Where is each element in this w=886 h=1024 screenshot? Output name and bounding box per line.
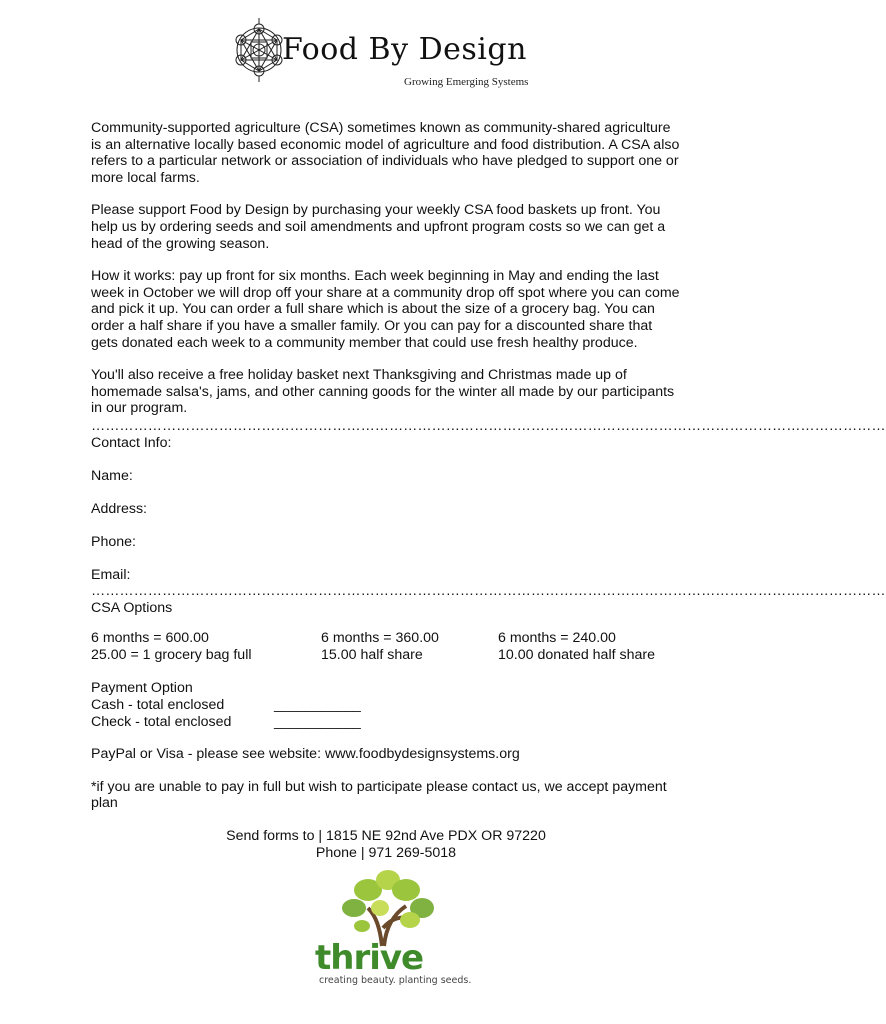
payment-check-row xyxy=(91,714,681,731)
payment-plan-note: *if you are unable to pay in full but wish to participate please contact us, we accept payment plan xyxy=(91,778,667,812)
email-field-label: Email: xyxy=(91,567,131,584)
cash-amount-blank: ___________ xyxy=(274,697,361,714)
option-price: 6 months = 360.00 xyxy=(321,630,439,647)
csa-options xyxy=(91,630,681,664)
name-field-label: Name: xyxy=(91,468,133,484)
divider: …………………………………………………………………………………………………………………………………………………… xyxy=(91,582,886,599)
thrive-tagline: creating beauty. planting seeds. xyxy=(319,975,472,986)
intro-paragraph-4: You'll also receive a free holiday basket next Thanksgiving and Christmas made up of homemade salsa's, jams, and other canning goods for the winter all made by our participants in our program. xyxy=(91,367,675,417)
thrive-logo xyxy=(310,868,470,988)
payment-heading: Payment Option xyxy=(91,680,193,697)
csa-options-heading: CSA Options xyxy=(91,599,173,616)
option-price: 6 months = 240.00 xyxy=(498,630,616,647)
contact-heading: Contact Info: xyxy=(91,434,172,451)
send-address: Send forms to | 1815 NE 92nd Ave PDX OR 97220 xyxy=(226,828,546,845)
csa-option-full xyxy=(91,630,252,663)
address-field-label: Address: xyxy=(91,501,147,518)
brand-tagline: Growing Emerging Systems xyxy=(404,76,529,88)
brand-name: Food By Design xyxy=(282,32,527,67)
header xyxy=(230,14,530,94)
cash-label: Cash - total enclosed xyxy=(91,697,225,714)
thrive-wordmark: thrive xyxy=(315,938,424,978)
metatron-cube-icon xyxy=(230,14,288,86)
tree-icon xyxy=(310,868,470,948)
check-label: Check - total enclosed xyxy=(91,713,232,730)
paypal-note: PayPal or Visa - please see website: www.foodbydesignsystems.org xyxy=(91,746,520,763)
option-price: 6 months = 600.00 xyxy=(91,630,209,647)
send-phone: Phone | 971 269-5018 xyxy=(315,844,457,861)
csa-option-donated xyxy=(498,630,655,663)
payment-cash-row xyxy=(91,697,681,714)
option-detail: 25.00 = 1 grocery bag full xyxy=(91,647,252,664)
intro-paragraph-2: Please support Food by Design by purchasing your weekly CSA food baskets up front. You help us by ordering seeds and soil amendments and upfront program costs so we can get a head of the growing season. xyxy=(91,202,666,252)
intro-paragraph-3: How it works: pay up front for six months. Each week beginning in May and ending the last week in October we will drop off your share at a community drop off spot where you can come and pick it up. You can order a full share which is about the size of a grocery bag. You can order a half share if you have a smaller family. Or you can pay for a discounted share that gets donated each week to a community member that could use fresh healthy produce. xyxy=(91,268,680,351)
divider: …………………………………………………………………………………………………………………………………………………… xyxy=(91,417,886,434)
option-detail: 15.00 half share xyxy=(321,647,423,664)
csa-option-half xyxy=(321,630,439,663)
form-content xyxy=(91,120,886,861)
phone-field-label: Phone: xyxy=(91,534,136,551)
option-detail: 10.00 donated half share xyxy=(498,647,655,664)
intro-paragraph-1: Community-supported agriculture (CSA) sometimes known as community-shared agriculture is an alternative locally based economic model of agriculture and food distribution. A CSA also refers to a particular network or association of individuals who have pledged to support one or more local farms. xyxy=(91,120,680,186)
check-amount-blank: ___________ xyxy=(274,713,361,730)
